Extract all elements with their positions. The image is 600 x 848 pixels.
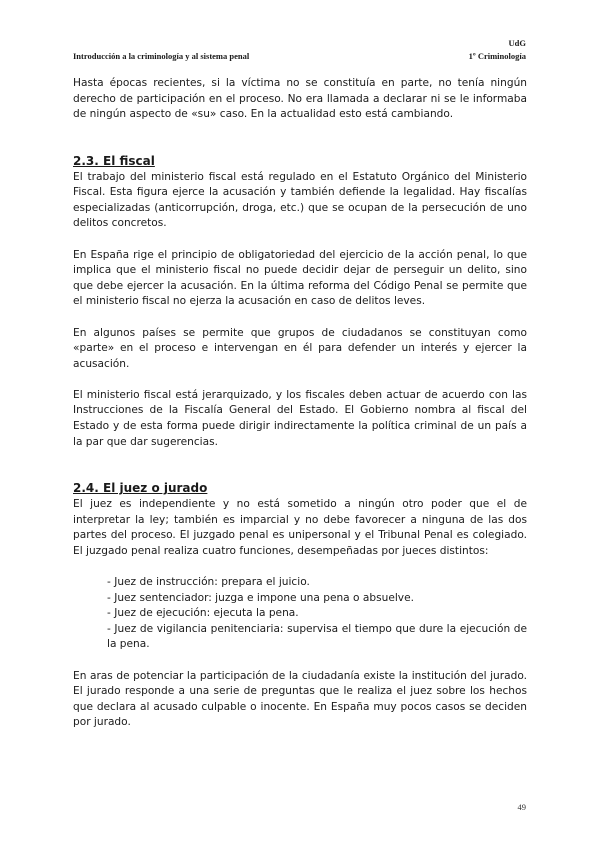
header-course-level: 1º Criminología — [468, 51, 526, 61]
page-body — [73, 76, 527, 747]
section-heading-fiscal: 2.3. El fiscal — [73, 153, 155, 168]
fiscal-paragraph: El ministerio fiscal está jerarquizado, y los fiscales deben actuar de acuerdo con las Instrucciones de la Fiscalía General del Estado. El Gobierno nombra al fiscal del Estado y de esta forma puede dirigir indirectamente la política criminal de un país a la par que dar sugerencias. — [73, 388, 527, 448]
section-heading-juez: 2.4. El juez o jurado — [73, 481, 208, 496]
list-item: - Juez sentenciador: juzga e impone una pena o absuelve. — [107, 591, 414, 604]
fiscal-paragraph: En España rige el principio de obligatoriedad del ejercicio de la acción penal, lo que implica que el ministerio fiscal no puede decidir dejar de perseguir un delito, sino que debe ejercer la acusación. En la última reforma del Código Penal se permite que el ministerio fiscal no ejerza la acusación en caso de delitos leves. — [73, 248, 527, 308]
header-course-title: Introducción a la criminología y al sistema penal — [73, 51, 250, 61]
judge-functions-list — [107, 575, 527, 653]
fiscal-paragraph: El trabajo del ministerio fiscal está regulado en el Estatuto Orgánico del Ministerio Fiscal. Esta figura ejerce la acusación y también defiende la legalidad. Hay fiscalías especializadas (anticorrupción, droga, etc.) que se ocupan de la persecución de uno delitos concretos. — [73, 170, 527, 230]
list-item: - Juez de instrucción: prepara el juicio. — [107, 576, 310, 588]
fiscal-paragraph: En algunos países se permite que grupos de ciudadanos se constituyan como «parte» en el proceso e intervengan en él para defender un interés y ejercer la acusación. — [73, 326, 527, 370]
list-item: - Juez de vigilancia penitenciaria: supervisa el tiempo que dure la ejecución de la pena. — [107, 622, 527, 651]
header-institution: UdG — [508, 38, 526, 48]
list-item: - Juez de ejecución: ejecuta la pena. — [107, 607, 299, 620]
intro-paragraph: Hasta épocas recientes, si la víctima no se constituía en parte, no tenía ningún derecho de participación en el proceso. No era llamada a declarar ni se le informaba de ningún aspecto de «su» caso. En la actualidad esto está cambiando. — [73, 77, 527, 121]
page-header — [73, 51, 526, 61]
juez-closing-paragraph: En aras de potenciar la participación de la ciudadanía existe la institución del jurado. El jurado responde a una serie de preguntas que le realiza el juez sobre los hechos que declara al acusado culpable o inocente. En España muy pocos casos se deciden por jurado. — [73, 669, 527, 729]
juez-intro-paragraph: El juez es independiente y no está sometido a ningún otro poder que el de interpretar la ley; también es imparcial y no debe favorecer a ninguna de las dos partes del proceso. El juzgado penal es unipersonal y el Tribunal Penal es colegiado. El juzgado penal realiza cuatro funciones, desempeñadas por jueces distintos: — [73, 498, 527, 557]
page-number: 49 — [517, 802, 526, 812]
